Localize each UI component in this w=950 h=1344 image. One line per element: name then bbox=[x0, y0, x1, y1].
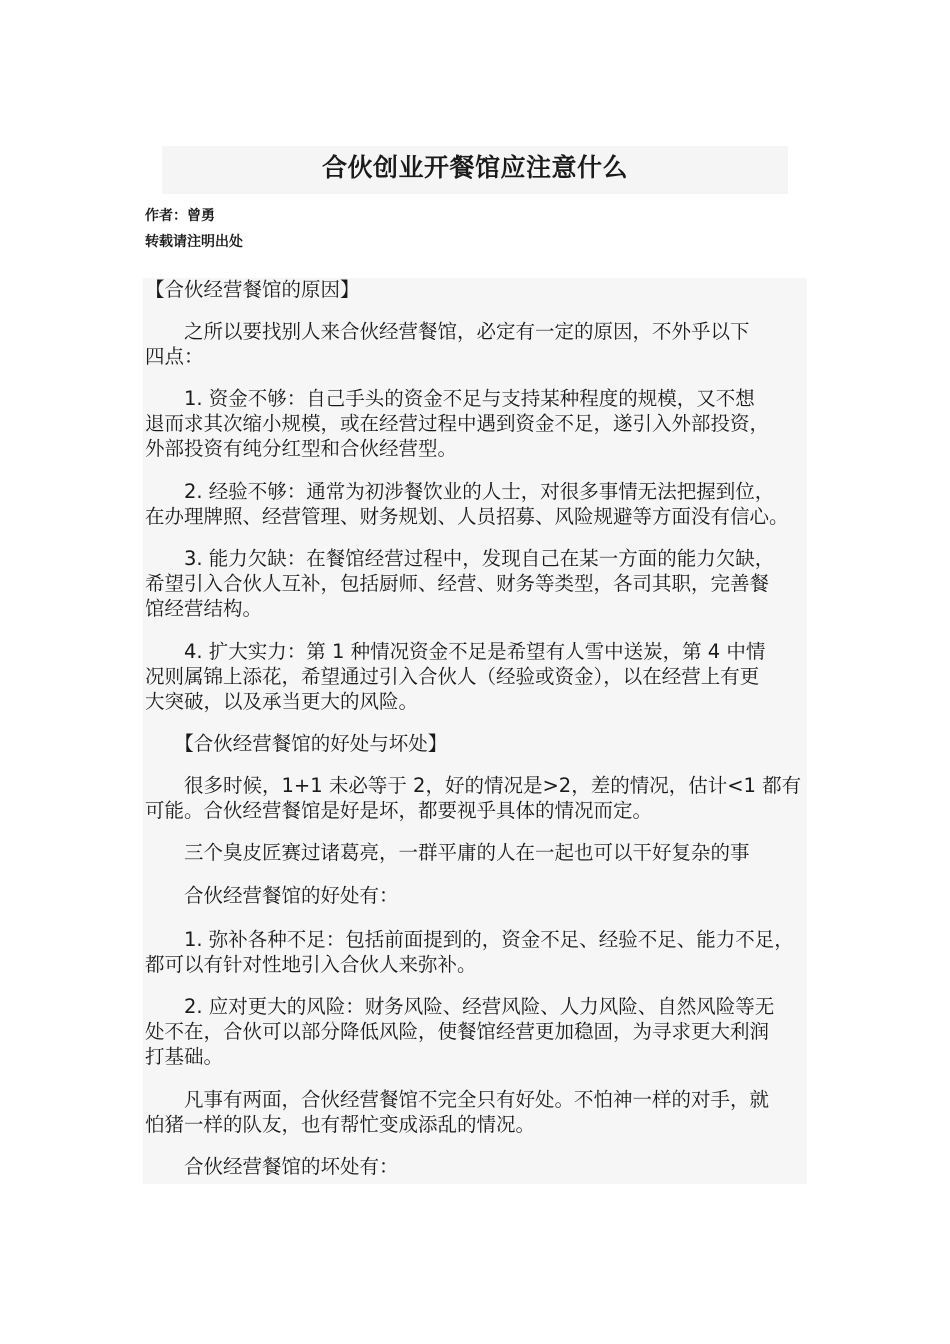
paragraph-line: 大突破，以及承当更大的风险。 bbox=[145, 689, 419, 713]
section-heading bbox=[145, 732, 809, 757]
repost-notice: 转载请注明出处 bbox=[145, 234, 243, 250]
paragraph-line: 1. 弥补各种不足：包括前面提到的，资金不足、经验不足、能力不足， bbox=[145, 928, 794, 951]
paragraph bbox=[145, 480, 809, 530]
paragraph-line: 【合伙经营餐馆的原因】 bbox=[145, 278, 360, 301]
paragraph-line: 凡事有两面，合伙经营餐馆不完全只有好处。不怕神一样的对手，就 bbox=[145, 1088, 770, 1111]
paragraph bbox=[145, 320, 809, 370]
paragraph-line: 况则属锦上添花，希望通过引入合伙人（经验或资金），以在经营上有更 bbox=[145, 664, 760, 688]
paragraph bbox=[145, 1088, 809, 1138]
paragraph-line: 2. 经验不够：通常为初涉餐饮业的人士，对很多事情无法把握到位， bbox=[145, 480, 775, 503]
paragraph-line: 处不在，合伙可以部分降低风险，使餐馆经营更加稳固，为寻求更大利润 bbox=[145, 1019, 770, 1043]
paragraph-line: 合伙经营餐馆的好处有： bbox=[145, 884, 399, 907]
paragraph-line: 希望引入合伙人互补，包括厨师、经营、财务等类型，各司其职，完善餐 bbox=[145, 571, 770, 595]
paragraph-line: 【合伙经营餐馆的好处与坏处】 bbox=[145, 732, 448, 755]
paragraph-line: 三个臭皮匠赛过诸葛亮，一群平庸的人在一起也可以干好复杂的事 bbox=[145, 841, 750, 864]
paragraph-line: 合伙经营餐馆的坏处有： bbox=[145, 1155, 399, 1178]
paragraph-line: 2. 应对更大的风险：财务风险、经营风险、人力风险、自然风险等无 bbox=[145, 995, 775, 1018]
paragraph bbox=[145, 640, 809, 714]
paragraph-line: 4. 扩大实力：第 1 种情况资金不足是希望有人雪中送炭，第 4 中情 bbox=[145, 640, 766, 663]
paragraph-line: 退而求其次缩小规模，或在经营过程中遇到资金不足，遂引入外部投资， bbox=[145, 411, 770, 435]
paragraph bbox=[145, 928, 809, 978]
paragraph-line: 都可以有针对性地引入合伙人来弥补。 bbox=[145, 952, 477, 976]
paragraph-line: 很多时候，1+1 未必等于 2，好的情况是>2，差的情况，估计<1 都有 bbox=[145, 774, 802, 797]
paragraph bbox=[145, 387, 809, 461]
paragraph bbox=[145, 995, 809, 1069]
paragraph-line: 在办理牌照、经营管理、财务规划、人员招募、风险规避等方面没有信心。 bbox=[145, 504, 789, 528]
paragraph-line: 可能。合伙经营餐馆是好是坏，都要视乎具体的情况而定。 bbox=[145, 798, 653, 822]
paragraph-line: 怕猪一样的队友，也有帮忙变成添乱的情况。 bbox=[145, 1112, 536, 1136]
paragraph bbox=[145, 547, 809, 621]
paragraph-line: 之所以要找别人来合伙经营餐馆，必定有一定的原因，不外乎以下 bbox=[145, 320, 750, 343]
paragraph-line: 馆经营结构。 bbox=[145, 596, 263, 620]
section-heading bbox=[145, 278, 809, 303]
paragraph-line: 3. 能力欠缺：在餐馆经营过程中，发现自己在某一方面的能力欠缺， bbox=[145, 547, 775, 570]
paragraph-line: 打基础。 bbox=[145, 1044, 224, 1068]
author-line: 作者：曾勇 bbox=[145, 208, 215, 224]
paragraph bbox=[145, 1155, 809, 1180]
document-title: 合伙创业开餐馆应注意什么 bbox=[321, 153, 628, 182]
paragraph-line: 四点： bbox=[145, 344, 204, 368]
paragraph-line: 1. 资金不够：自己手头的资金不足与支持某种程度的规模，又不想 bbox=[145, 387, 755, 410]
paragraph bbox=[145, 841, 809, 866]
paragraph-line: 外部投资有纯分红型和合伙经营型。 bbox=[145, 436, 458, 460]
paragraph bbox=[145, 884, 809, 909]
paragraph bbox=[145, 774, 809, 824]
